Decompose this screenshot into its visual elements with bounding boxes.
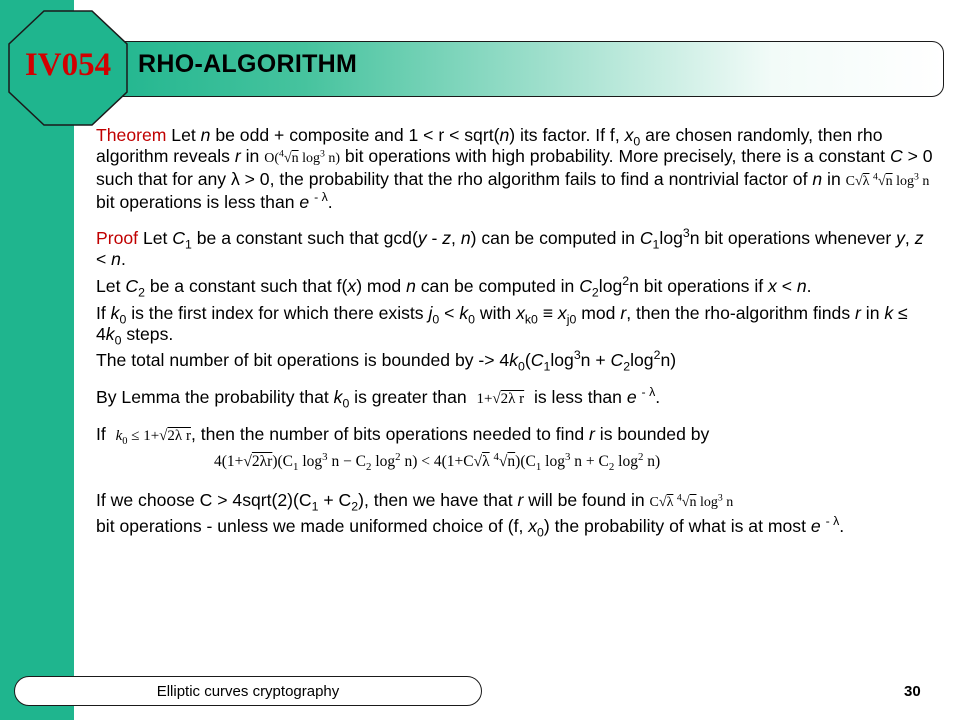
conclusion-paragraph: If we choose $C > 4sqrt(2)(C_1 + C_2)$, then we have that r will be found in C√λ $^4$√n $\log^3 n$ [96,490,734,514]
proof-keyword: Proof [96,228,139,248]
complexity-formula: O($^4$√n $\log^3 n$) [264,148,341,166]
slide-body [96,125,938,540]
bound-formula: C√λ $^4$√n $\log^3 n$ [845,171,930,189]
proof-step-3: If $k_0$ is the first index for which there exists $j_0 < k_0$ with $x_{k0} \equiv x_{j0}$ mod r, then the rho-algorithm finds r in $k \le 4k_0$ steps. [96,303,908,348]
proof-step-4: The total number of bit operations is bounded by -> $4k_0(C_1\log^3n + C_2\log^2n)$ [96,348,677,374]
inequality-formula: $4(1+√2\lambda r)(C_1$ $\log^3 n - C_2$ $\log^2 n) < 4(1+C√\lambda$ $^4√n)(C_1$ $\log^3 n + C_2$ $\log^2 n$) [214,450,661,474]
lemma-formula: 1+√2λ r [476,391,525,407]
slide-title: RHO-ALGORITHM [138,50,358,78]
page-number: 30 [904,683,921,700]
final-bound-formula: C√λ $^4$√n $\log^3 n$ [649,492,734,510]
course-code: IV054 [24,47,112,83]
condition-formula: $k_0 \le 1+√2\lambda$ r [115,428,191,447]
proof-step-2: Let $C_2$ be a constant such that f(x) mod n can be computed in $C_2\log^2n$ bit operations if x < n. [96,274,812,300]
lemma-paragraph: By Lemma the probability that $k_0$ is greater than 1+√2λ r is less than e $^{- \lambda}$. [96,385,661,411]
theorem-paragraph: Theorem Let n be odd + composite and 1 < r < sqrt(n) its factor. If f, $x_0$ are chosen randomly, then rho algorithm reveals r in O($^4$√n $\log^3 n$) bit operations with high probability. More precisely, there is a constant C > 0 such that for any λ > 0, the probability that the rho algorithm fails to find a nontrivial factor of n in C√λ $^4$√n $\log^3 n$ bit operations is less than e $^{- \lambda}$. [96,125,933,212]
condition-paragraph: If $k_0 \le 1+√2\lambda$ r, then the number of bits operations needed to find r is bounded by [96,424,710,447]
theorem-keyword: Theorem [96,125,167,145]
final-paragraph: bit operations - unless we made uniformed choice of (f, $x_0$) the probability of what is at most e $^{- \lambda}$. [96,514,845,540]
footer-title: Elliptic curves cryptography [156,683,340,700]
proof-paragraph: Proof Let $C_1$ be a constant such that gcd(y - z, n) can be computed in $C_1\log^3n$ bit operations whenever y, z < n. [96,226,924,269]
